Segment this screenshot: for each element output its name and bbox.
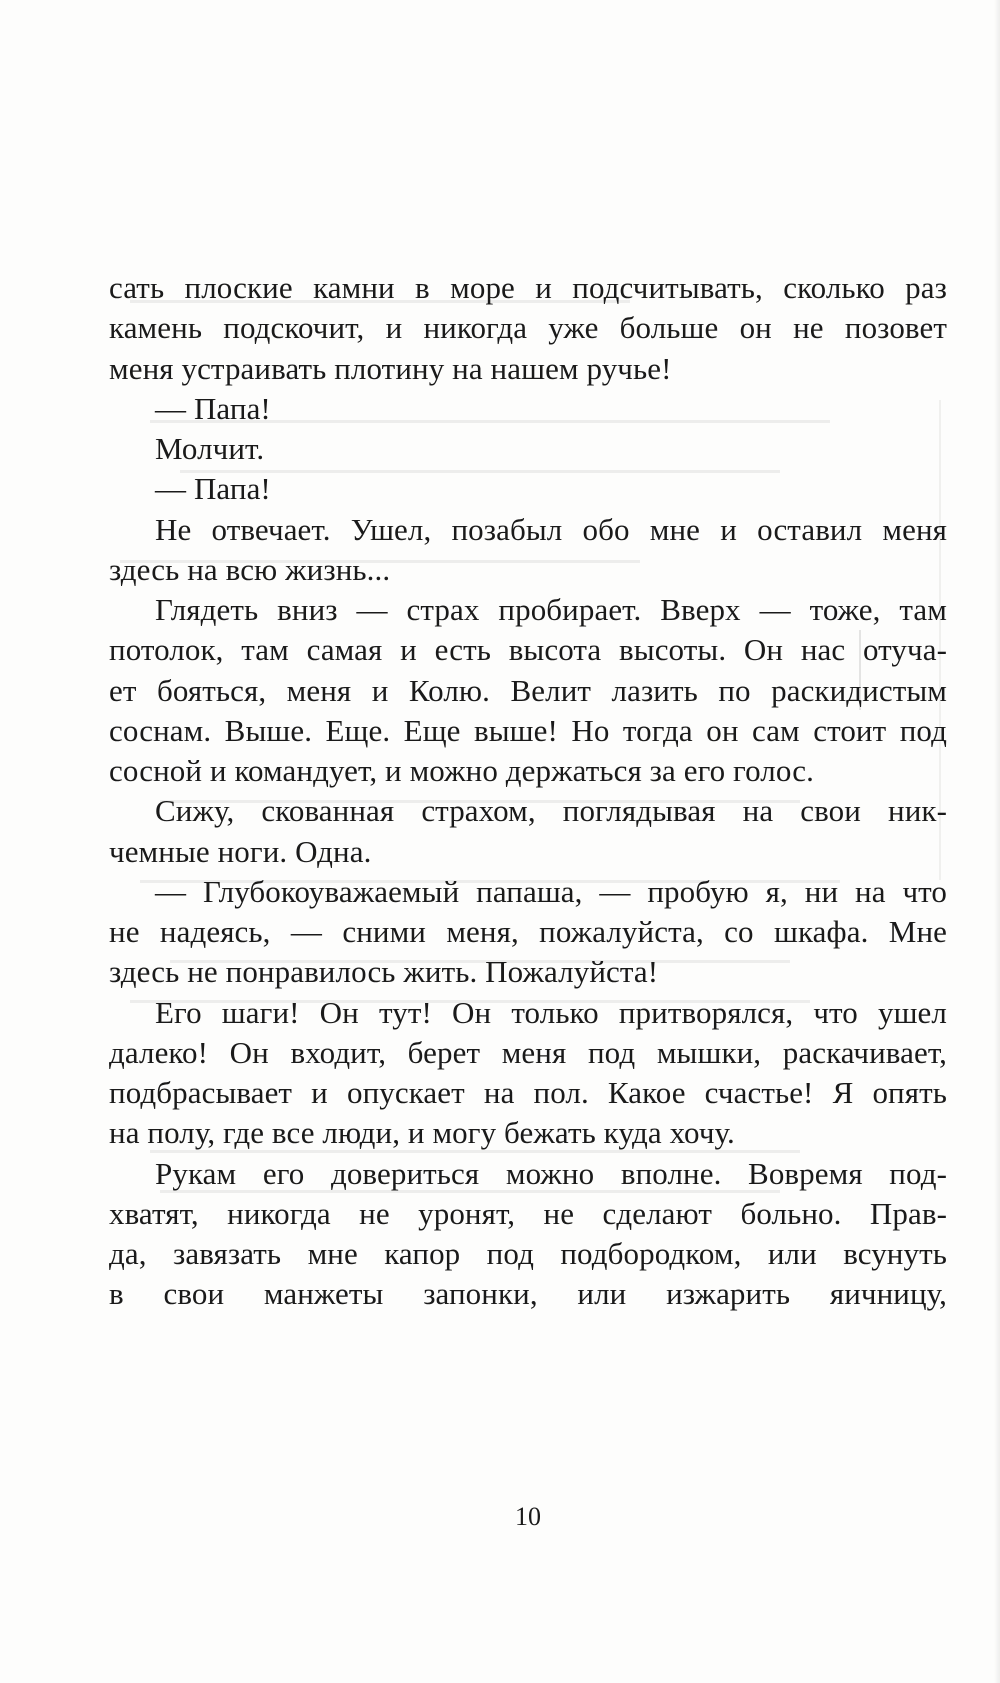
text-line: — Папа!	[155, 390, 271, 426]
text-line: здесь на всю жизнь...	[109, 551, 391, 587]
text-line: да, завязать мне капор под подбородком, или всунуть	[109, 1236, 947, 1271]
text-line: Глядеть вниз — страх пробирает. Вверх — тоже, там	[155, 592, 947, 627]
text-line: подбрасывает и опускает на пол. Какое счастье! Я опять	[109, 1075, 947, 1110]
text-line: Не отвечает. Ушел, позабыл обо мне и оставил меня	[155, 511, 947, 547]
text-line: потолок, там самая и есть высота высоты. Он нас отуча-	[109, 632, 947, 668]
text-line: Его шаги! Он тут! Он только притворялся, что ушел	[155, 994, 947, 1030]
page-edge-shadow	[994, 0, 1000, 1683]
text-line: чемные ноги. Одна.	[109, 833, 372, 869]
text-line: на полу, где все люди, и могу бежать куда хочу.	[109, 1115, 735, 1151]
text-line: Рукам его довериться можно вполне. Вовремя под-	[155, 1155, 947, 1191]
text-line: Молчит.	[155, 431, 265, 466]
body-text	[109, 268, 947, 1315]
text-line: далеко! Он входит, берет меня под мышки, раскачивает,	[109, 1034, 947, 1070]
text-line: в свои манжеты запонки, или изжарить яичницу,	[109, 1276, 947, 1312]
page-number: 10	[515, 1502, 541, 1531]
text-line: не надеясь, — сними меня, пожалуйста, со шкафа. Мне	[109, 914, 947, 949]
text-line: — Папа!	[155, 471, 271, 507]
text-line: ет бояться, меня и Колю. Велит лазить по раскидистым	[109, 672, 947, 708]
text-line: сать плоские камни в море и подсчитывать, сколько раз	[109, 270, 947, 305]
text-line: меня устраивать плотину на нашем ручье!	[109, 350, 672, 386]
text-line: сосной и командует, и можно держаться за его голос.	[109, 753, 814, 788]
text-line: камень подскочит, и никогда уже больше он не позовет	[109, 310, 947, 346]
text-line: — Глубокоуважаемый папаша, — пробую я, ни на что	[155, 873, 947, 909]
text-line: здесь не понравилось жить. Пожалуйста!	[109, 954, 659, 990]
text-line: соснам. Выше. Еще. Еще выше! Но тогда он сам стоит под	[109, 712, 947, 748]
text-line: Сижу, скованная страхом, поглядывая на свои ник-	[155, 793, 947, 829]
text-line: хватят, никогда не уронят, не сделают больно. Прав-	[109, 1195, 947, 1231]
